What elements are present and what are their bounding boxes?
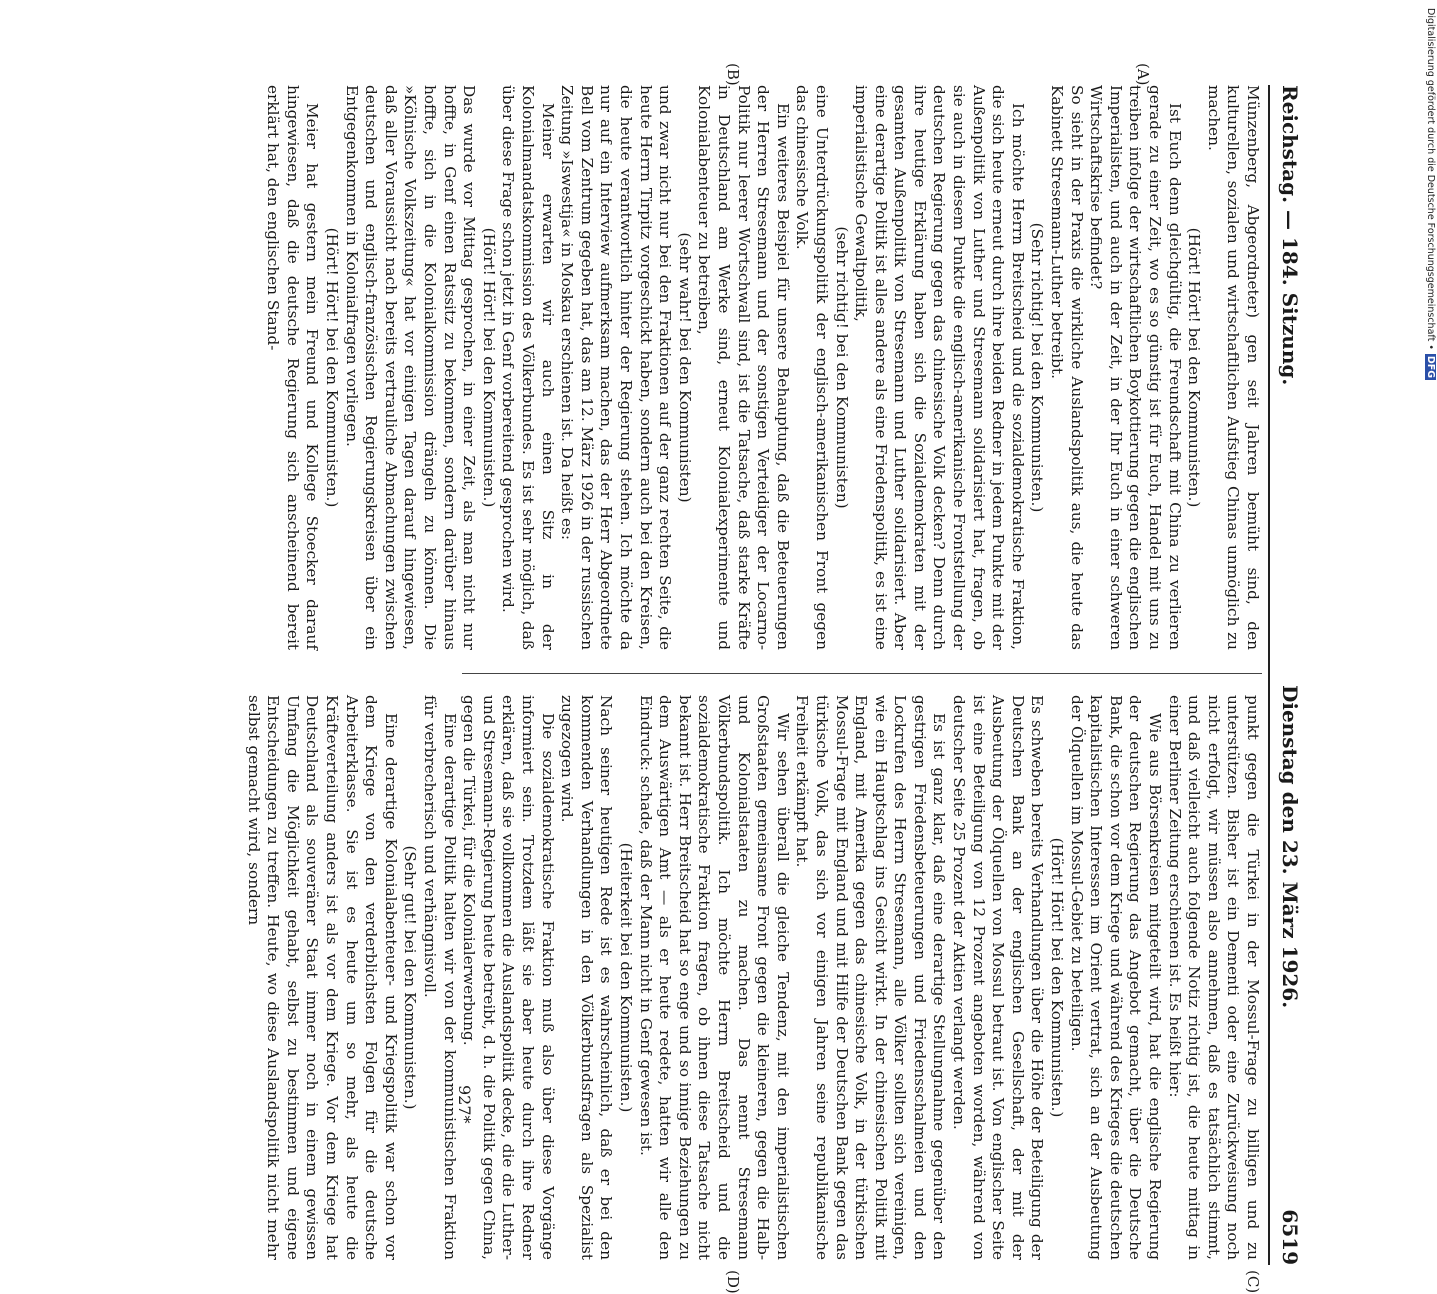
paragraph: Es schweben bereits Verhandlungen über die Höhe der Beteiligung der Deutschen Bank an der englischen Gesellschaft, der mit der Ausbeutung der Ölquellen von Mossul betraut ist. Von englischer Seite ist eine Beteiligung von 12 Prozent angeboten worden, während von deutscher Seite 25 Prozent der Aktien verlangt werden. xyxy=(950,695,1047,1260)
right-text-column xyxy=(243,695,1262,1260)
header-rule xyxy=(1268,85,1270,1265)
dfg-logo: DFG xyxy=(1425,355,1436,379)
page-header xyxy=(1272,85,1302,1265)
paragraph: Münzenberg, Abgeordneter) gen seit Jahren bemüht sind, den kulturellen, sozialen und wirtschaftlichen Aufstieg Chinas unmöglich zu machen. xyxy=(1204,85,1262,650)
paragraph: Eine derartige Kolonialabenteuer- und Kriegspolitik war schon vor dem Kriege von den verderblichsten Folgen für die deutsche Arbeiterklasse. Sie ist es heute um so mehr, als heute die Kräfteverteilung anders ist als vor dem Kriege. Vor dem Kriege hat Deutschland als souveräner Staat immer noch in einem gewissen Umfang die Möglichkeit gehabt, selbst zu bestimmen und eigene Entscheidungen zu treffen. Heute, wo diese Auslandspolitik nicht mehr selbst gemacht wird, sondern xyxy=(244,695,400,1260)
paragraph: Ein weiteres Beispiel für unsere Behauptung, daß die Beteuerungen der Herren Stresemann und der sonstigen Verteidiger der Locarno-Politik nur leerer Wortschwall sind, ist die Tatsache, daß starke Kräfte in Deutschland am Werke sind, erneut Kolonialexperimente und Kolonialabenteuer zu betreiben, xyxy=(695,85,792,650)
margin-mark-a: (A) xyxy=(1134,63,1152,86)
interjection: (Heiterkeit bei den Kommunisten.) xyxy=(617,842,635,1113)
paragraph: Wie aus Börsenkreisen mitgeteilt wird, hat die englische Regierung der deutschen Regierung das Angebot gemacht, über die Deutsche Bank, die schon vor dem Kriege und während des Krieges die deutschen kapitalistischen Interessen im Orient vertrat, sich an der Ausbeutung der Ölquellen im Mossul-Gebiet zu beteiligen. xyxy=(1067,695,1165,1260)
margin-mark-c: (C) xyxy=(1244,1270,1262,1294)
paragraph: Wir sehen überall die gleiche Tendenz, mit den imperialistischen Großstaaten gemeinsame Front gegen die kleineren, gegen die Halb- und Kolonialstaaten zu machen. Das nennt Stresemann Völkerbundspolitik. Ich möchte Herrn Breitscheid und die sozialdemokratische Fraktion fragen, ob ihnen diese Tatsache nicht bekannt ist. Herr Breitscheid hat so enge und so innige Beziehungen zu dem Auswärtigen Amt — als er heute redete, hatten wir alle den Eindruck: schade, daß der Mann nicht in Genf gewesen ist. xyxy=(636,695,792,1260)
rotated-document-page xyxy=(82,63,1302,1294)
interjection: (Hört! Hört! bei den Kommunisten.) xyxy=(323,227,342,508)
interjection: (Hört! Hört! bei den Kommunisten.) xyxy=(479,227,498,508)
margin-mark-b: (B) xyxy=(724,63,742,86)
paragraph: und zwar nicht nur bei den Fraktionen auf der ganz rechten Seite, die heute Herrn Tirpitz vorgeschickt haben, sondern auch bei den Kreisen, die heute verantwortlich hinter der Regierung stehen. Ich möchte da nur auf ein Interview aufmerksam machen, das der Herr Abgeordnete Bell vom Zentrum gegeben hat, das am 12. März 1926 in der russischen Zeitung »Iswestija« in Moskau erschienen ist. Da heißt es: xyxy=(558,85,675,650)
interjection: (sehr richtig! bei den Kommunisten) xyxy=(832,226,851,509)
paragraph: Ist Euch denn gleichgültig, die Freundschaft mit China zu verlieren gerade zu einer Zeit, wo es so günstig ist für Euch, Handel mit uns zu treiben infolge der wirtschaftlichen Boykottierung gegen die englischen Imperialisten, und auch in der Zeit, in der Ihr Euch in einer schweren Wirtschaftskrise befindet? xyxy=(1087,85,1184,650)
paragraph: Das wurde vor Mittag gesprochen, in einer Zeit, als man nicht nur hoffte, in Genf einen Ratssitz zu bekommen, sondern darüber hinaus hoffte, sich in die Kolonialkommission drängeln zu können. Die »Kölnische Volkszeitung« hat vor einigen Tagen darauf hingewiesen, daß aller Voraussicht nach bereits vertrauliche Abmachungen zwischen deutschen und englisch-französischen Regierungskreisen über ein Entgegenkommen in Kolonialfragen vorliegen. xyxy=(342,85,479,650)
paragraph: Nach seiner heutigen Rede ist es wahrscheinlich, daß er bei den kommenden Verhandlungen in den Völkerbundsfragen als Spezialist zugezogen wird. xyxy=(558,695,616,1260)
paragraph: Meier hat gestern mein Freund und Kollege Stoecker darauf hingewiesen, daß die deutsche Regierung sich anscheinend bereit erklärt hat, den englischen Stand- xyxy=(264,85,322,650)
digitization-credit xyxy=(1423,8,1437,993)
interjection: (Sehr richtig! bei den Kommunisten.) xyxy=(1028,222,1047,513)
paragraph: Es ist ganz klar, daß eine derartige Stellungnahme gegenüber den gestrigen Friedensbeteuerungen und Friedensschalmeien und den Lockrufen des Herrn Stresemann, alle Völker sollten sich vereinigen, wie ein Hauptschlag ins Gesicht wirkt. In der chinesischen Politik mit England, mit Amerika gegen das chinesische Volk, in der türkischen Mossul-Frage mit England und mit Hilfe der Deutschen Bank gegen das türkische Volk, das sich vor einigen Jahren seine republikanische Freiheit erkämpft hat. xyxy=(793,695,949,1260)
footer-mark: 927* xyxy=(455,1085,474,1124)
column-divider xyxy=(462,673,1262,674)
credit-text: Digitalisierung gefördert durch die Deutsche Forschungsgemeinschaft • xyxy=(1425,8,1436,350)
left-text-column xyxy=(263,85,1262,650)
paragraph: Eine derartige Politik halten wir von der kommunistischen Fraktion für verbrecherisch und verhängnisvoll. xyxy=(421,695,459,1260)
paragraph: Ich möchte Herrn Breitscheid und die sozialdemokratische Fraktion, die sich heute erneut durch ihre beiden Redner in jedem Punkte mit der Außenpolitik von Luther und Stresemann solidarisiert hat, fragen, ob sie auch in diesem Punkte die englisch-amerikanische Frontstellung der deutschen Regierung gegen das chinesische Volk decken? Denn durch ihre heutige Erklärung haben sich die Sozialdemokraten mit der gesamten Außenpolitik von Stresemann und Luther solidarisiert. Aber eine derartige Politik ist alles andere als eine Friedenspolitik, es ist eine imperialistische Gewaltpolitik, xyxy=(852,85,1027,650)
paragraph: Meiner erwarten wir auch einen Sitz in der Kolonialmandatskommission des Völkerbundes. Es ist sehr möglich, daß über diese Frage schon jetzt in Genf vorbereitend gesprochen wird. xyxy=(499,85,557,650)
interjection: (sehr wahr! bei den Kommunisten) xyxy=(675,232,694,503)
interjection: (Sehr gut! bei den Kommunisten.) xyxy=(401,845,420,1110)
interjection: (Hört! Hört! bei den Kommunisten.) xyxy=(1185,227,1204,508)
header-date: Dienstag den 23. März 1926. xyxy=(1278,685,1302,1009)
paragraph: punkt gegen die Türkei in der Mossul-Frage zu billigen und zu unterstützen. Bisher ist ein Dementi oder eine Zurückweisung noch nicht erfolgt, wir müssen also annehmen, daß es tatsächlich stimmt, und daß vielleicht auch folgende Notiz richtig ist, die heute mittag in einer Berliner Zeitung erschienen ist. Es heißt hier: xyxy=(1165,695,1262,1260)
page-number: 6519 xyxy=(1278,1209,1302,1265)
margin-mark-d: (D) xyxy=(724,1270,742,1294)
paragraph: Die sozialdemokratische Fraktion muß also über diese Vorgänge informiert sein. Trotzdem läßt sie aber heute durch ihre Redner erklären, daß sie vollkommen die Auslandspolitik decke, die die Luther- und Stresemann-Regierung heute betreibt, d. h. die Politik gegen China, gegen die Türkei, für die Kolonialerwerbung. xyxy=(460,695,557,1260)
paragraph: So sieht in der Praxis die wirkliche Auslandspolitik aus, die heute das Kabinett Stresemann-Luther betreibt. xyxy=(1048,85,1086,650)
paragraph: eine Unterdrückungspolitik der englisch-amerikanischen Front gegen das chinesische Volk. xyxy=(793,85,831,650)
interjection: (Hört! Hört! bei den Kommunisten.) xyxy=(1048,837,1067,1118)
header-left: Reichstag. — 184. Sitzung. xyxy=(1278,85,1302,386)
